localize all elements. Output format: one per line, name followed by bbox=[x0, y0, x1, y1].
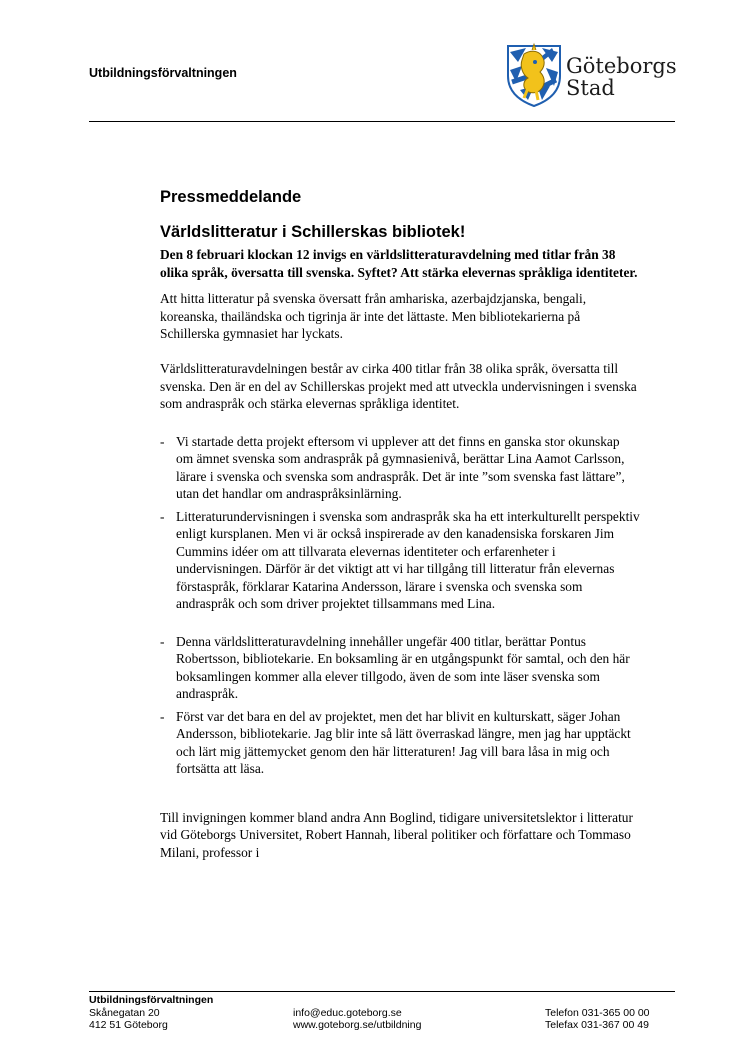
headline: Världslitteratur i Schillerskas bibliotek! bbox=[160, 223, 466, 241]
footer-website[interactable]: www.goteborg.se/utbildning bbox=[293, 1019, 422, 1031]
goteborgs-stad-logo bbox=[504, 42, 679, 108]
quote-text: Vi startade detta projekt eftersom vi upplever att det finns en ganska stor okunskap om ämnet svenska som andraspråk på gymnasienivå, berättar Lina Aamot Carlsson, lärare i svenska och svenska som andraspråk. Det är inte ”som svenska fast lättare”, utan det handlar om andraspråksinlärning. bbox=[176, 433, 625, 501]
logo-line-2: Stad bbox=[566, 76, 615, 100]
footer-street-address: Skånegatan 20 bbox=[89, 1007, 160, 1019]
header-organization: Utbildningsförvaltningen bbox=[89, 66, 237, 80]
quote-text: Denna världslitteraturavdelning innehåller ungefär 400 titlar, berättar Pontus Robertsson, bibliotekarie. En boksamling är en utgångspunkt för samtal, och den här boksamlingen kommer alla elever tillgodo, även de som inte läser svenska som andraspråk. bbox=[176, 633, 630, 701]
bullet-dash: - bbox=[160, 508, 165, 524]
quote-item bbox=[160, 708, 640, 778]
goteborg-coat-of-arms-lion-icon bbox=[504, 42, 564, 108]
quote-text: Först var det bara en del av projektet, men det har blivit en kulturskatt, säger Johan Andersson, bibliotekarie. Jag blir inte så lätt överraskad längre, men jag har upptäckt och lärt mig jättemycket genom den här litteraturen! Jag vill bara låsa in mig och fortsätta att läsa. bbox=[176, 708, 631, 776]
header-divider bbox=[89, 121, 675, 122]
lead-paragraph: Den 8 februari klockan 12 invigs en världslitteraturavdelning med titlar från 38 olika språk, översatta till svenska. Syftet? Att stärka elevernas språkliga identiteter. bbox=[160, 247, 638, 280]
body-paragraph: Världslitteraturavdelningen består av cirka 400 titlar från 38 olika språk, översatta till svenska. Den är en del av Schillerskas projekt med att utveckla undervisningen i svenska som andraspråk och stärka elevernas språkliga identitet. bbox=[160, 361, 637, 411]
document-type-label: Pressmeddelande bbox=[160, 188, 302, 206]
footer-phone: Telefon 031-365 00 00 bbox=[545, 1007, 650, 1019]
footer-divider bbox=[89, 991, 675, 992]
bullet-dash: - bbox=[160, 633, 165, 649]
quote-list bbox=[160, 433, 640, 778]
quote-text: Litteraturundervisningen i svenska som andraspråk ska ha ett interkulturellt perspektiv enligt kursplanen. Men vi är också inspirerade av den kanadensiska forskaren Jim Cummins idéer om att tillvarata elevernas identiteter och erfarenheter i undervisningen. Därför är det viktigt att vi har tillgång till litteratur från elevernas förstaspråk, förklarar Katarina Andersson, lärare i svenska och svenska som andraspråk och som driver projektet tillsammans med Lina. bbox=[176, 508, 640, 611]
body-paragraph: Att hitta litteratur på svenska översatt från amhariska, azerbajdzjanska, bengali, koreanska, thailändska och tigrinja är inte det lättaste. Men bibliotekarierna på Schillerska gymnasiet har lyckats. bbox=[160, 291, 587, 341]
quote-item bbox=[160, 633, 640, 703]
closing-paragraph: Till invigningen kommer bland andra Ann Boglind, tidigare universitetslektor i litteratur vid Göteborgs Universitet, Robert Hannah, liberal politiker och författare och Tommaso Milani, professor i bbox=[160, 809, 633, 860]
footer-organization: Utbildningsförvaltningen bbox=[89, 994, 214, 1006]
footer-email[interactable]: info@educ.goteborg.se bbox=[293, 1007, 402, 1019]
quote-item bbox=[160, 508, 640, 613]
quote-item bbox=[160, 433, 640, 503]
bullet-dash: - bbox=[160, 708, 165, 724]
logo-line-1: Göteborgs bbox=[566, 54, 677, 78]
footer-fax: Telefax 031-367 00 49 bbox=[545, 1019, 649, 1031]
footer-postal-address: 412 51 Göteborg bbox=[89, 1019, 168, 1031]
press-release-body bbox=[160, 187, 640, 879]
bullet-dash: - bbox=[160, 433, 165, 449]
